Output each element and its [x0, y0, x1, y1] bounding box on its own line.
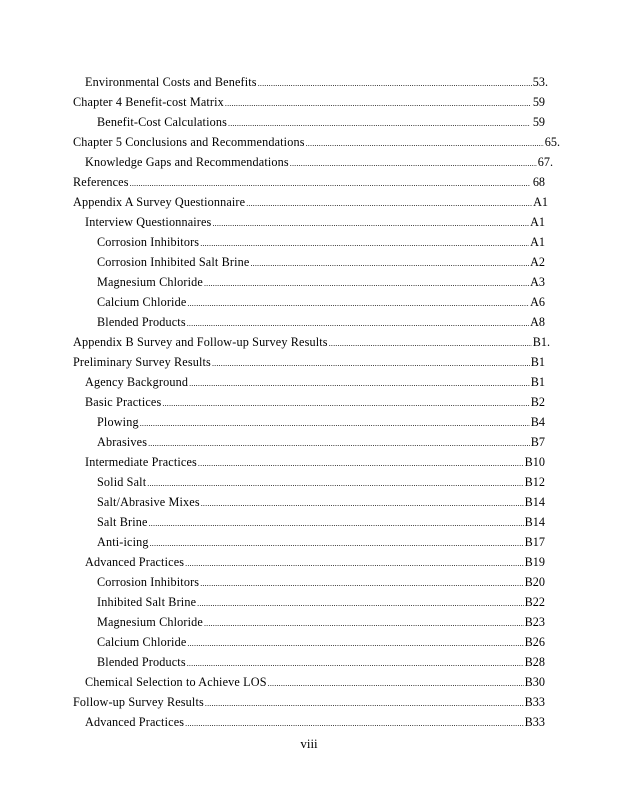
toc-dot-leader — [212, 355, 530, 369]
toc-entry-title: Salt Brine — [97, 515, 148, 529]
toc-dot-leader — [148, 435, 530, 449]
toc-dot-leader — [187, 315, 529, 329]
toc-entry — [0, 589, 545, 609]
toc-dot-leader — [130, 175, 530, 189]
toc-entry-title: References — [73, 175, 129, 189]
toc-entry — [0, 169, 545, 189]
toc-entry-page: B20 — [524, 575, 545, 589]
toc-entry-page: B17 — [524, 535, 545, 549]
toc-entry — [0, 489, 545, 509]
toc-dot-leader — [185, 715, 524, 729]
toc-entry-page: B30 — [524, 675, 545, 689]
toc-entry-page: A3 — [530, 275, 545, 289]
toc-entry-page: 59 — [532, 95, 545, 109]
toc-entry — [0, 289, 545, 309]
toc-dot-leader — [140, 415, 530, 429]
toc-entry-page: A1 — [530, 235, 545, 249]
toc-entry — [0, 329, 550, 349]
toc-dot-leader — [258, 75, 532, 89]
toc-entry-page: A1 — [533, 195, 548, 209]
toc-entry-title: Knowledge Gaps and Recommendations — [85, 155, 289, 169]
toc-entry-title: Blended Products — [97, 655, 186, 669]
toc-entry-title: Corrosion Inhibited Salt Brine — [97, 255, 250, 269]
toc-entry-page: B33 — [524, 715, 545, 729]
toc-entry — [0, 429, 545, 449]
toc-entry — [0, 189, 548, 209]
toc-entry — [0, 89, 545, 109]
toc-entry-title: Intermediate Practices — [85, 455, 197, 469]
toc-entry-title: Corrosion Inhibitors — [97, 575, 200, 589]
toc-dot-leader — [201, 495, 524, 509]
toc-entry — [0, 509, 545, 529]
toc-entry-title: Chapter 4 Benefit-cost Matrix — [73, 95, 224, 109]
toc-entry-page: B1. — [532, 335, 550, 349]
toc-dot-leader — [147, 475, 523, 489]
toc-dot-leader — [306, 135, 544, 149]
toc-entry — [0, 549, 545, 569]
toc-entry-title: Chemical Selection to Achieve LOS — [85, 675, 267, 689]
toc-entry-title: Solid Salt — [97, 475, 147, 489]
toc-dot-leader — [150, 535, 524, 549]
toc-entry-title: Calcium Chloride — [97, 635, 187, 649]
toc-dot-leader — [149, 515, 524, 529]
toc-dot-leader — [187, 295, 529, 309]
toc-entry-page: 65. — [544, 135, 560, 149]
toc-entry-title: Calcium Chloride — [97, 295, 187, 309]
toc-dot-leader — [205, 695, 524, 709]
toc-entry — [0, 69, 548, 89]
toc-entry-title: Preliminary Survey Results — [73, 355, 211, 369]
toc-entry-title: Benefit-Cost Calculations — [97, 115, 228, 129]
toc-dot-leader — [212, 215, 529, 229]
toc-entry — [0, 669, 545, 689]
toc-entry-page: A1 — [530, 215, 545, 229]
toc-entry-page: 68 — [532, 175, 545, 189]
toc-dot-leader — [250, 255, 529, 269]
toc-entry-page: B1 — [530, 355, 545, 369]
toc-entry — [0, 529, 545, 549]
toc-dot-leader — [187, 655, 524, 669]
toc-dot-leader — [197, 595, 524, 609]
toc-entry-page: A8 — [530, 315, 545, 329]
toc-entry-page: B4 — [530, 415, 545, 429]
toc-entry — [0, 409, 545, 429]
toc-dot-leader — [189, 375, 530, 389]
toc-entry-title: Interview Questionnaires — [85, 215, 212, 229]
toc-entry — [0, 369, 545, 389]
page-number: viii — [300, 736, 318, 751]
toc-entry — [0, 149, 553, 169]
toc-entry — [0, 609, 545, 629]
toc-entry-title: Environmental Costs and Benefits — [85, 75, 257, 89]
toc-entry-title: Inhibited Salt Brine — [97, 595, 197, 609]
toc-entry — [0, 249, 545, 269]
toc-dot-leader — [198, 455, 524, 469]
table-of-contents — [0, 69, 618, 729]
toc-entry — [0, 709, 545, 729]
toc-entry-title: Magnesium Chloride — [97, 615, 203, 629]
toc-entry-title: Appendix B Survey and Follow-up Survey Results — [73, 335, 328, 349]
toc-entry — [0, 349, 545, 369]
toc-entry-page: B10 — [524, 455, 545, 469]
toc-dot-leader — [246, 195, 532, 209]
toc-entry-title: Magnesium Chloride — [97, 275, 203, 289]
toc-entry — [0, 689, 545, 709]
toc-entry-page: B14 — [524, 515, 545, 529]
toc-entry-title: Advanced Practices — [85, 555, 185, 569]
toc-entry — [0, 109, 545, 129]
toc-entry — [0, 229, 545, 249]
toc-dot-leader — [187, 635, 523, 649]
toc-entry-title: Anti-icing — [97, 535, 149, 549]
toc-entry-page: B1 — [530, 375, 545, 389]
toc-entry — [0, 649, 545, 669]
toc-entry-page: B12 — [524, 475, 545, 489]
toc-entry — [0, 209, 545, 229]
toc-dot-leader — [185, 555, 524, 569]
toc-entry-page: A2 — [530, 255, 545, 269]
toc-dot-leader — [268, 675, 524, 689]
toc-dot-leader — [329, 335, 532, 349]
toc-entry-page: B14 — [524, 495, 545, 509]
toc-dot-leader — [200, 235, 529, 249]
toc-entry-title: Basic Practices — [85, 395, 162, 409]
toc-entry-title: Abrasives — [97, 435, 148, 449]
toc-entry — [0, 269, 545, 289]
toc-entry — [0, 469, 545, 489]
toc-entry-page: 59 — [532, 115, 545, 129]
toc-entry — [0, 389, 545, 409]
toc-entry-title: Agency Background — [85, 375, 189, 389]
toc-dot-leader — [162, 395, 529, 409]
toc-dot-leader — [200, 575, 523, 589]
toc-dot-leader — [228, 115, 530, 129]
toc-dot-leader — [204, 275, 529, 289]
toc-entry-page: 67. — [537, 155, 553, 169]
toc-entry-title: Salt/Abrasive Mixes — [97, 495, 200, 509]
toc-entry-title: Appendix A Survey Questionnaire — [73, 195, 246, 209]
toc-entry-title: Follow-up Survey Results — [73, 695, 204, 709]
toc-entry-page: B2 — [530, 395, 545, 409]
toc-entry-title: Plowing — [97, 415, 139, 429]
toc-entry-page: B26 — [524, 635, 545, 649]
toc-dot-leader — [204, 615, 524, 629]
toc-entry-page: B33 — [524, 695, 545, 709]
toc-entry-page: B28 — [524, 655, 545, 669]
toc-entry-title: Advanced Practices — [85, 715, 185, 729]
toc-dot-leader — [225, 95, 530, 109]
toc-entry-page: B7 — [530, 435, 545, 449]
toc-entry-page: B19 — [524, 555, 545, 569]
toc-dot-leader — [290, 155, 537, 169]
toc-entry-page: B22 — [524, 595, 545, 609]
toc-entry-title: Chapter 5 Conclusions and Recommendations — [73, 135, 305, 149]
toc-entry-page: 53. — [532, 75, 548, 89]
toc-entry-title: Corrosion Inhibitors — [97, 235, 200, 249]
toc-entry — [0, 449, 545, 469]
toc-entry — [0, 569, 545, 589]
toc-entry — [0, 309, 545, 329]
toc-entry-page: B23 — [524, 615, 545, 629]
toc-entry-title: Blended Products — [97, 315, 186, 329]
toc-entry — [0, 129, 560, 149]
toc-entry — [0, 629, 545, 649]
toc-entry-page: A6 — [530, 295, 545, 309]
